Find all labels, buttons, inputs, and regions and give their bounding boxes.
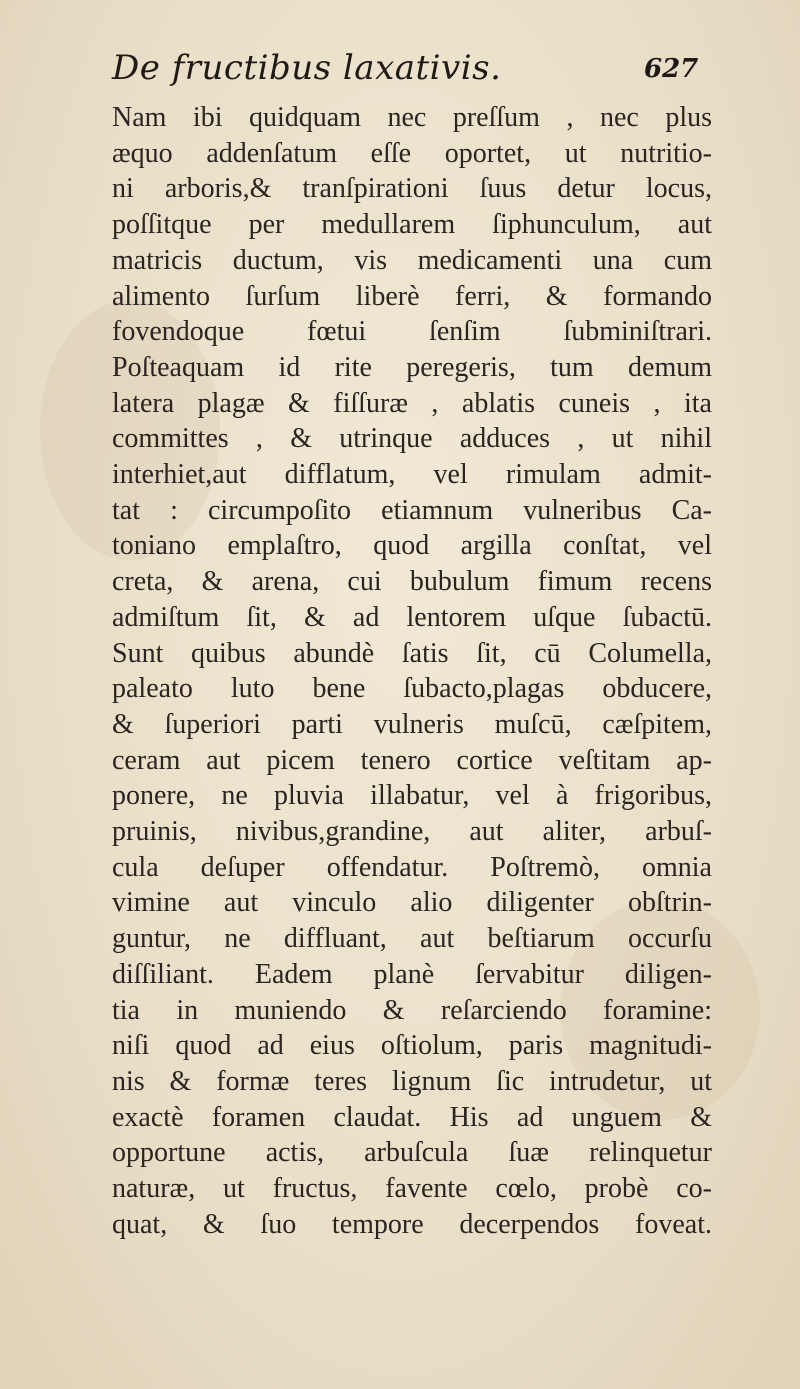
text-line: ceram aut picem tenero cortice veſtitam ap- xyxy=(112,744,712,776)
text-line: cula deſuper offendatur. Poſtremò, omnia xyxy=(112,851,712,883)
text-line: guntur, ne diffluant, aut beſtiarum occurſu xyxy=(112,923,712,955)
text-line: paleato luto bene ſubacto,plagas obducere, xyxy=(112,673,712,705)
text-line: opportune actis, arbuſcula ſuæ relinquetur xyxy=(112,1137,712,1169)
running-title: De fructibus laxativis. xyxy=(112,48,502,88)
text-line: tia in muniendo & reſarciendo foramine: xyxy=(112,994,712,1026)
text-line: creta, & arena, cui bubulum fimum recens xyxy=(112,566,712,598)
text-line: ponere, ne pluvia illabatur, vel à frigoribus, xyxy=(112,780,712,812)
text-line: naturæ, ut fructus, favente cœlo, probè co- xyxy=(112,1173,712,1205)
page-number: 627 xyxy=(644,54,699,84)
text-line: latera plagæ & fiſſuræ , ablatis cuneis , ita xyxy=(112,387,712,419)
text-line: poſſitque per medullarem ſiphunculum, aut xyxy=(112,209,712,241)
text-line: interhiet,aut difflatum, vel rimulam admit- xyxy=(112,459,712,491)
text-line: matricis ductum, vis medicamenti una cum xyxy=(112,244,712,276)
text-line: committes , & utrinque adduces , ut nihil xyxy=(112,423,712,455)
body-text xyxy=(112,100,712,1243)
text-line: diſſiliant. Eadem planè ſervabitur diligen- xyxy=(112,958,712,990)
text-line: fovendoque fœtui ſenſim ſubminiſtrari. xyxy=(112,316,712,348)
text-line: æquo addenſatum eſſe oportet, ut nutritio- xyxy=(112,137,712,169)
text-line: niſi quod ad eius oſtiolum, paris magnitudi- xyxy=(112,1030,712,1062)
text-line: alimento ſurſum liberè ferri, & formando xyxy=(112,280,712,312)
text-line: exactè foramen claudat. His ad unguem & xyxy=(112,1101,712,1133)
text-line: ni arboris,& tranſpirationi ſuus detur locus, xyxy=(112,173,712,205)
text-line: Sunt quibus abundè ſatis ſit, cū Columella, xyxy=(112,637,712,669)
text-line: pruinis, nivibus,grandine, aut aliter, arbuſ- xyxy=(112,816,712,848)
text-line: & ſuperiori parti vulneris muſcū, cæſpitem, xyxy=(112,708,712,740)
text-line: quat, & ſuo tempore decerpendos foveat. xyxy=(112,1208,712,1240)
text-line: toniano emplaſtro, quod argilla conſtat, vel xyxy=(112,530,712,562)
text-line: Poſteaquam id rite peregeris, tum demum xyxy=(112,351,712,383)
text-line: Nam ibi quidquam nec preſſum , nec plus xyxy=(112,102,712,133)
text-line: vimine aut vinculo alio diligenter obſtrin- xyxy=(112,887,712,919)
running-head xyxy=(0,48,800,100)
text-line: tat : circumpoſito etiamnum vulneribus Ca- xyxy=(112,494,712,526)
text-line: nis & formæ teres lignum ſic intrudetur, ut xyxy=(112,1065,712,1097)
text-line: admiſtum ſit, & ad lentorem uſque ſubactū. xyxy=(112,601,712,633)
